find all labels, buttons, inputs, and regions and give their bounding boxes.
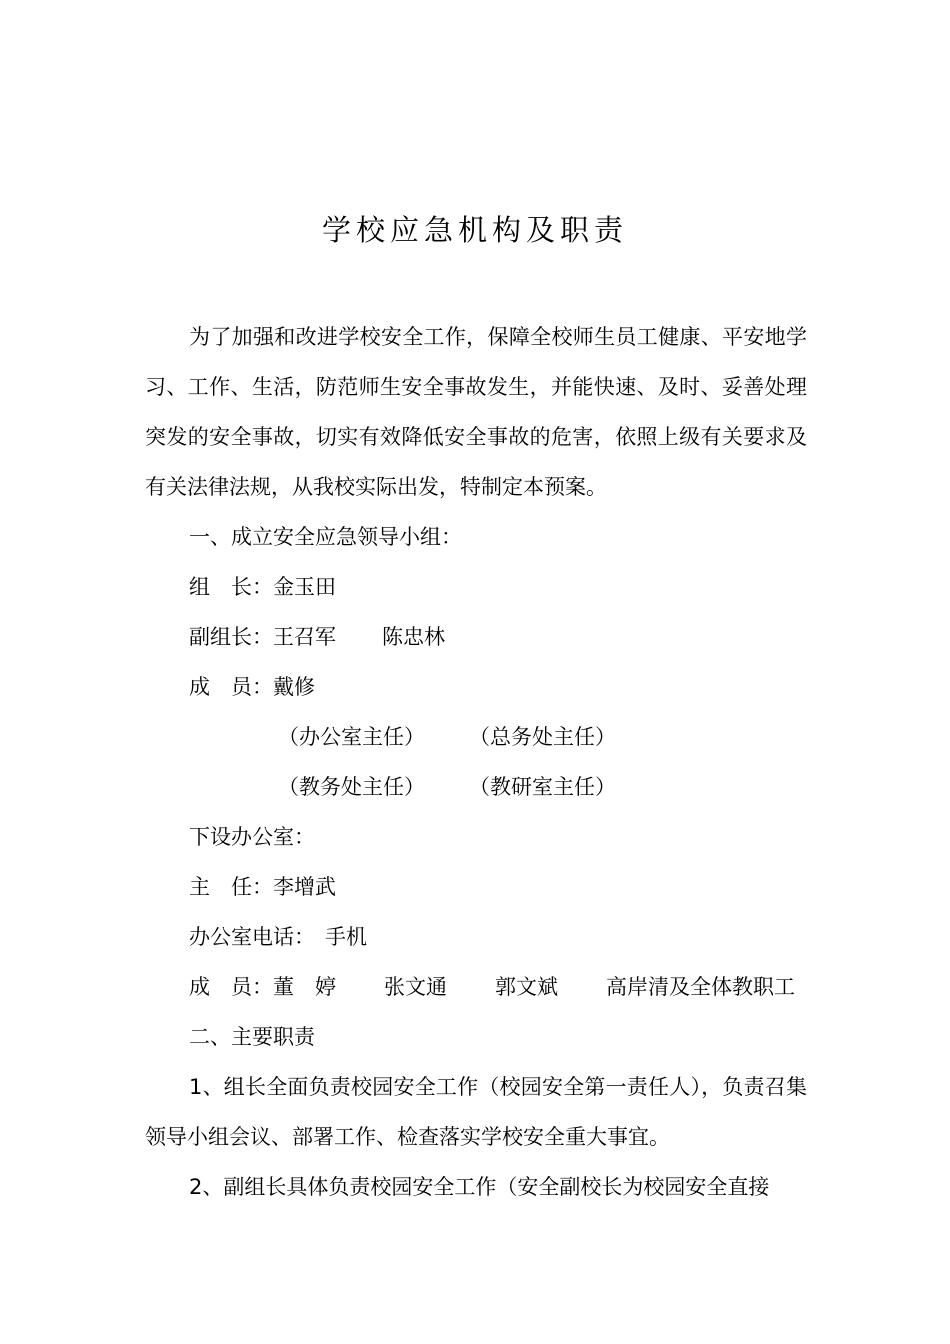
section-2-heading: 二、主要职责 bbox=[189, 1025, 315, 1049]
deputy-name-1: 王召军 bbox=[273, 625, 336, 649]
duty-item-1: 1、组长全面负责校园安全工作（校园安全第一责任人），负责召集领导小组会议、部署工作、检查落实学校安全重大事宜。 bbox=[145, 1075, 807, 1149]
role-office: （办公室主任） bbox=[278, 725, 425, 749]
role-general-affairs: （总务处主任） bbox=[469, 725, 616, 749]
roles-line-1 bbox=[145, 712, 807, 762]
office-member-4: 高岸清及全体教职工 bbox=[606, 975, 795, 999]
leader-label: 组 长： bbox=[189, 575, 273, 599]
document-title: 学校应急机构及职责 bbox=[321, 213, 628, 247]
office-member-2: 张文通 bbox=[384, 975, 447, 999]
office-member-1: 董 婷 bbox=[273, 975, 336, 999]
leader-name: 金玉田 bbox=[273, 575, 336, 599]
deputy-label: 副组长： bbox=[189, 625, 273, 649]
roles-line-2 bbox=[145, 762, 807, 812]
member-name: 戴修 bbox=[273, 675, 315, 699]
director-line bbox=[145, 862, 807, 912]
phone-value: 手机 bbox=[325, 925, 367, 949]
intro-paragraph: 为了加强和改进学校安全工作，保障全校师生员工健康、平安地学习、工作、生活，防范师生安全事故发生，并能快速、及时、妥善处理突发的安全事故，切实有效降低安全事故的危害，依照上级有关要求及有关法律法规，从我校实际出发，特制定本预案。 bbox=[145, 325, 807, 499]
deputy-name-2: 陈忠林 bbox=[382, 625, 445, 649]
director-label: 主 任： bbox=[189, 875, 273, 899]
phone-label: 办公室电话： bbox=[189, 925, 315, 949]
duty-item-2: 2、副组长具体负责校园安全工作（安全副校长为校园安全直接 bbox=[189, 1175, 770, 1199]
members-line bbox=[145, 662, 807, 712]
members-label: 成 员： bbox=[189, 675, 273, 699]
director-name: 李增武 bbox=[273, 875, 336, 899]
office-members-line bbox=[145, 962, 807, 1012]
leader-line bbox=[145, 562, 807, 612]
section-1-heading: 一、成立安全应急领导小组： bbox=[189, 525, 462, 549]
role-academic-affairs: （教务处主任） bbox=[278, 775, 425, 799]
phone-line bbox=[145, 912, 807, 962]
office-heading: 下设办公室： bbox=[189, 825, 315, 849]
office-member-3: 郭文斌 bbox=[495, 975, 558, 999]
office-members-label: 成 员： bbox=[189, 975, 273, 999]
role-teaching-research: （教研室主任） bbox=[469, 775, 616, 799]
document-body bbox=[145, 312, 807, 1212]
deputy-line bbox=[145, 612, 807, 662]
